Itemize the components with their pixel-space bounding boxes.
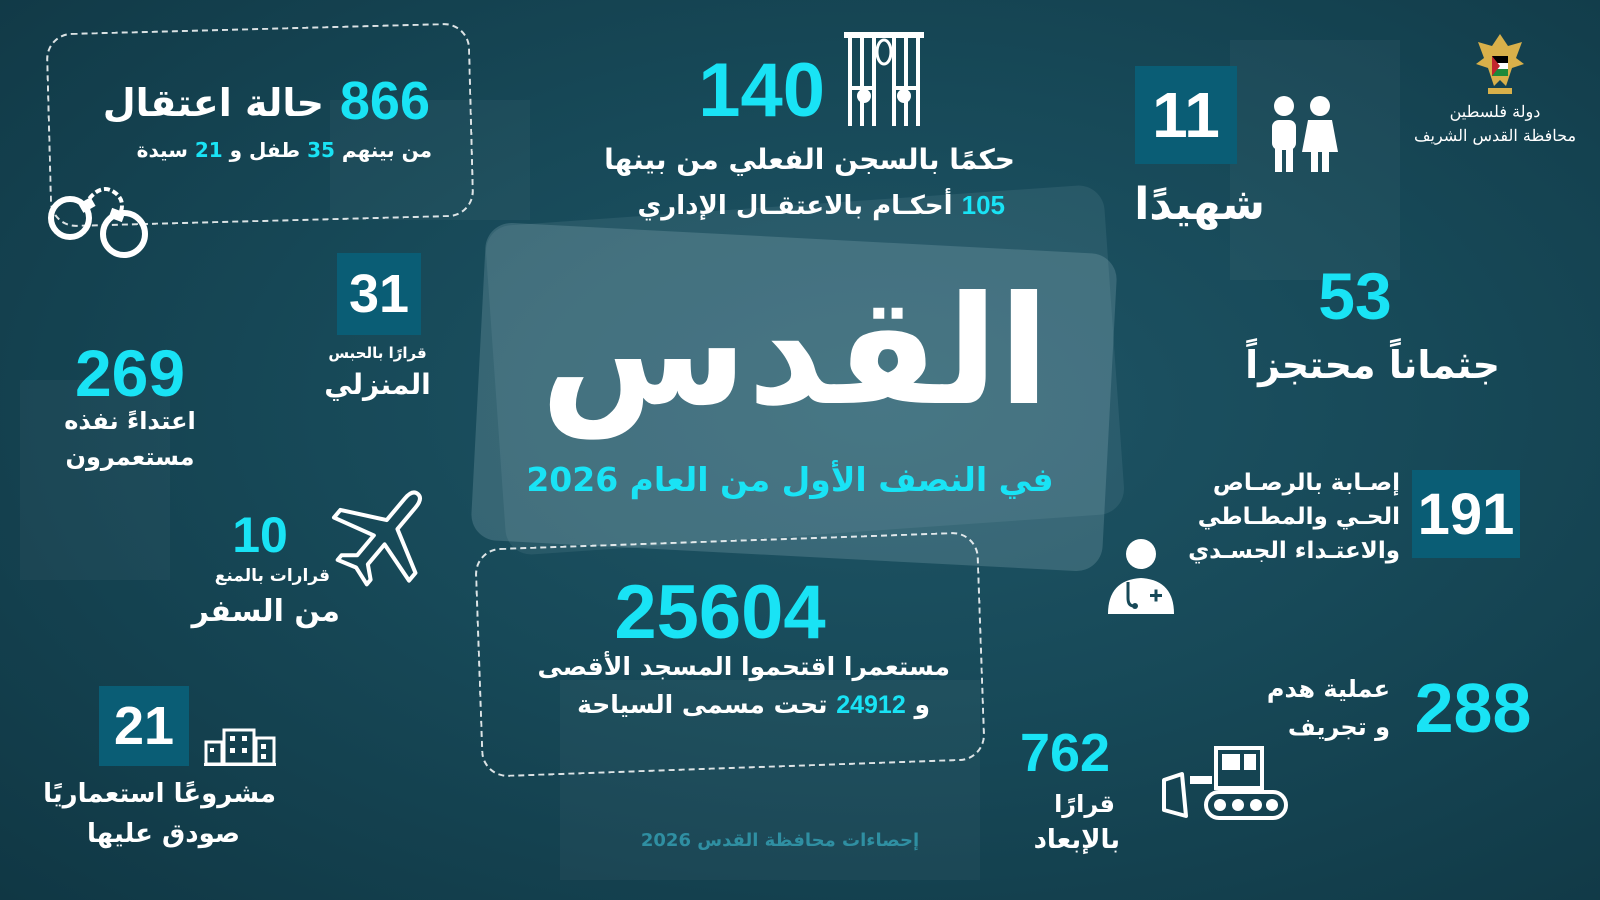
expulsion-line-1: قرارًا [1054,790,1115,818]
arrests-detail-prefix: من بينهم [341,138,432,162]
demolition-line-1: عملية هدم [1266,675,1390,703]
prison-admin-number: 105 [961,190,1005,220]
doctor-icon [1104,536,1178,616]
injuries-line-3: والاعتـداء الجسـدي [1188,538,1400,564]
aqsa-number: 25604 [614,570,826,655]
house-arrest-line-2: المنزلي [324,368,431,401]
expulsion-number: 762 [1019,723,1111,783]
airplane-icon [330,478,440,588]
arrests-children-number: 35 [307,138,335,162]
aqsa-line-1: مستعمرا اقتحموا المسجد الأقصى [537,652,950,681]
arrests-women-label: سيدة [136,138,188,162]
injuries-line-1: إصـابة بالرصـاص [1212,470,1400,496]
arrests-number: 866 [339,71,430,131]
travel-ban-number: 10 [232,507,288,563]
house-arrest-number: 31 [337,253,421,335]
martyrs-label: شهيدًا [1134,179,1265,230]
settlement-projects-line-2: صودق عليها [87,819,240,849]
settlement-projects-number: 21 [99,686,189,766]
aqsa-tourism-label: تحت مسمى السياحة [577,690,828,719]
arrests-children-label: طفل و [229,138,301,162]
house-arrest-line-1: قرارًا بالحبس [328,344,427,362]
arrests-women-number: 21 [194,138,223,162]
arrests-detail [92,136,432,164]
main-title: القدس [540,265,1050,439]
demolition-line-2: و تجريف [1287,713,1390,741]
injuries-number: 191 [1412,470,1520,558]
bulldozer-icon [1160,740,1290,826]
travel-ban-line-1: قرارات بالمنع [214,566,330,586]
buildings-icon [204,726,276,766]
logo-line-1: دولة فلسطين [1449,102,1541,121]
bodies-number: 53 [1318,259,1392,333]
handcuffs-icon [44,176,154,262]
prison-bars-icon [840,28,930,128]
settler-attacks-line-2: مستعمرون [65,443,195,471]
source-footer: إحصاءات محافظة القدس 2026 [640,830,920,851]
aqsa-tourism-prefix: و [914,690,930,719]
arrests-label: حالة اعتقال [102,81,324,125]
settler-attacks-number: 269 [74,336,186,410]
martyrs-number: 11 [1135,66,1237,164]
demolition-number: 288 [1414,669,1532,747]
injuries-line-2: الحـي والمطـاطي [1197,504,1400,530]
aqsa-tourism-line [520,686,930,724]
settler-attacks-line-1: اعتداءً نفذه [64,407,196,435]
subtitle: في النصف الأول من العام 2026 [526,460,1054,499]
prison-admin-line [585,186,1005,225]
logo-line-2: محافظة القدس الشريف [1413,126,1577,145]
settlement-projects-line-1: مشروعًا استعماريًا [43,779,276,809]
aqsa-tourism-number: 24912 [836,691,906,719]
prison-number: 140 [698,48,825,133]
bodies-label: جثماناً محتجزاً [1245,343,1500,387]
prison-line-1: حكمًا بالسجن الفعلي من بينها [604,143,1015,176]
expulsion-line-2: بالإبعاد [1033,825,1120,855]
prison-admin-label: أحكـام بالاعتقـال الإداري [637,191,953,221]
travel-ban-line-2: من السفر [191,594,340,629]
children-icon [1262,92,1342,174]
emblem-icon [1470,30,1530,100]
